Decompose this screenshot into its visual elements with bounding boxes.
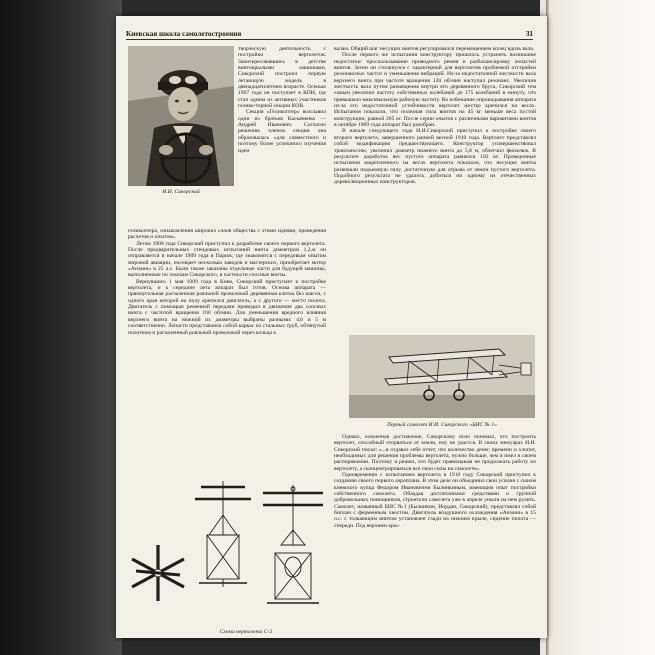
page-number: 31 (525, 30, 533, 38)
plane-photo (349, 335, 535, 418)
paragraph: творческую деятельность с постройки вертолетов. Заинтересовавшись в детстве винтокрылыми машинами, Сикорский построил первую летающую модель в двенадцатилетнем возрасте. Осенью 1907 года он поступает в КПИ, где стал одним из активных участников гелико-терной секции КОВ. (238, 46, 326, 110)
right-column-bottom (334, 434, 536, 630)
paragraph: Секция «Геликоптер» возглавил один из братьев Касьяненко — Андрей Иванович. Согласно решению членов секции она образовалась «для совместного и поэтому более успешного изучения идеи (238, 109, 326, 154)
paragraph: Однако, освоенная достижение, Сикорскому ясно понимал, что построить вертолет, способный оторваться от земли, ему не удастся. В своих мемуарах И.И. Сикорский писал: «...я отдавал себе отчет, что количество денег, времени и хлопот, необходимых для решения проблемы вертолета, нужно больше, чем я имел в своем распоряжении. Поэтому я решил, что будет правильным не продолжать работу по вертолету, а сконцентрироваться все свои силы на самолете». (334, 434, 536, 472)
document-page (116, 16, 547, 638)
running-head (126, 30, 533, 40)
paragraph: Вернувшись 1 мая 1909 года в Киев, Сикорский приступает к постройке вертолета, и к середине лета аппарат был готов. Основа аппарата — прямоугольная расчаленная рояльной проволокой деревянная клетка без шасси, с одного края которой на полу крепился двигатель, а с другого — место пилота. Двигатель с помощью ременной передачи приводил в движение два соосных винта с частотой вращения 160 об/мин. Для уменьшения вредного влияния верхнего винта на нижний их диаметры выбраны разными: 4,6 и 5 м соответственно. Лопасти представляли собой каркас из стальных труб, обтянутый полотном и расчаленный рояльной проволокой через кольца к (128, 278, 326, 336)
portrait-caption: И.И. Сикорский (162, 189, 200, 195)
portrait-photo (128, 46, 234, 186)
scan-background (0, 0, 122, 655)
left-column-top (238, 46, 326, 226)
page-edge (540, 0, 655, 655)
paragraph: После первого же испытания конструктору пришлось устранить возникшие недостатки: проскальзывание приводного ремня и разбалансировку лопастей винтов. Затем он столкнулся с характерной для вертолетов проблемой отстройки резонансных частот и уменьшения вибраций. Из-за недостаточной жесткости вала верхнего винта при частоте вращения 120 об/мин наступал резонанс. Увеличив жесткость вала путем размещения внутри его деревянного бруса, Сикорский тем самым увеличил частоту собственных колебаний до 175 колебаний в минуту, что превышало максимальную рабочую частоту. Во избежание опрокидывания аппарата из-за его недостаточной устойчивости вертолет жестко крепился на весах. Испытания показали, что полезная сила винтов на 45 кг меньше веса пустой конструкции, равной 205 кг. После серии опытов с различными вариантами винтов в октябре 1909 года аппарат был разобран. (334, 52, 536, 129)
diagram-caption: Схема вертолета С-2 (219, 629, 273, 635)
helicopter-diagram (128, 475, 335, 625)
header-title: Киевская школа самолетостроения (126, 30, 242, 38)
paragraph: Летом 1908 года Сикорский приступил к разработке своего первого вертолета. После предварительных стендовых испытаний винта диаметром 1,2,м он отправляется в начале 1909 года в Париж, где знакомится с передовым опытом мировой авиации, посещает несколько заводов и мастерских, приобретает мотор «Анзани» в 25 л.с. Были также заказаны отдельные части для будущей машины, выполненные по эскизам Сикорского, в частности соосные винты. (128, 240, 326, 279)
paragraph: геликоптера, ознакомления широких слоев общества с этими идеями, проведения расчетов и опытов». (128, 228, 326, 241)
paragraph: валам. Общий шаг несущих винтов регулировался перемещением колец вдоль вала. (334, 46, 535, 52)
plane-caption: Первый самолет И.И. Сикорского «БИС № 1» (387, 422, 497, 428)
left-column (128, 228, 326, 468)
paragraph: В начале следующего года И.И.Сикорский приступил к постройке своего второго вертолета, завершенного ранней весной 1910 года. Вертолет представлял собой модификацию предшествующего. Конструктор усовершенствовал трансмиссию, увеличил диаметр нижнего винта до 5,8 м, облегчил фюзеляж. В результате доработок вес пустого аппарата равнялся 182 кг. Проведенные испытания закрепленного на весах вертолета показали, что несущие винты развивали подъемную силу, достаточную для отрыва от земли пустого вертолета. Подобного результата не удалось добиться ни одному из отечественных дореволюционных конструкторов. (334, 128, 536, 186)
paragraph: Одновременно с испытанием вертолета в 1910 году Сикорский приступил к созданию своего первого аэроплана. В этом деле он объединил свои усилия с сыном киевского купца Федором Ивановичем Былинкиным, имеющим опыт постройки собственного самолета. Обладая достаточными средствами и группой добровольных помощников, строители самолета уже в апреле уныли на нем рулить. Самолет, названный БИС №1 (Былинкин, Иордан, Сикорский), представлял собой биплан с ферменным хвостом. Двигатель воздушного охлаждения «Анзани» в 15 л.с. с толкающим винтом установлен сзади на нижнем крыле, сидение пилота — спереди. Под верхним кры- (334, 472, 536, 529)
right-column-top (334, 46, 536, 332)
